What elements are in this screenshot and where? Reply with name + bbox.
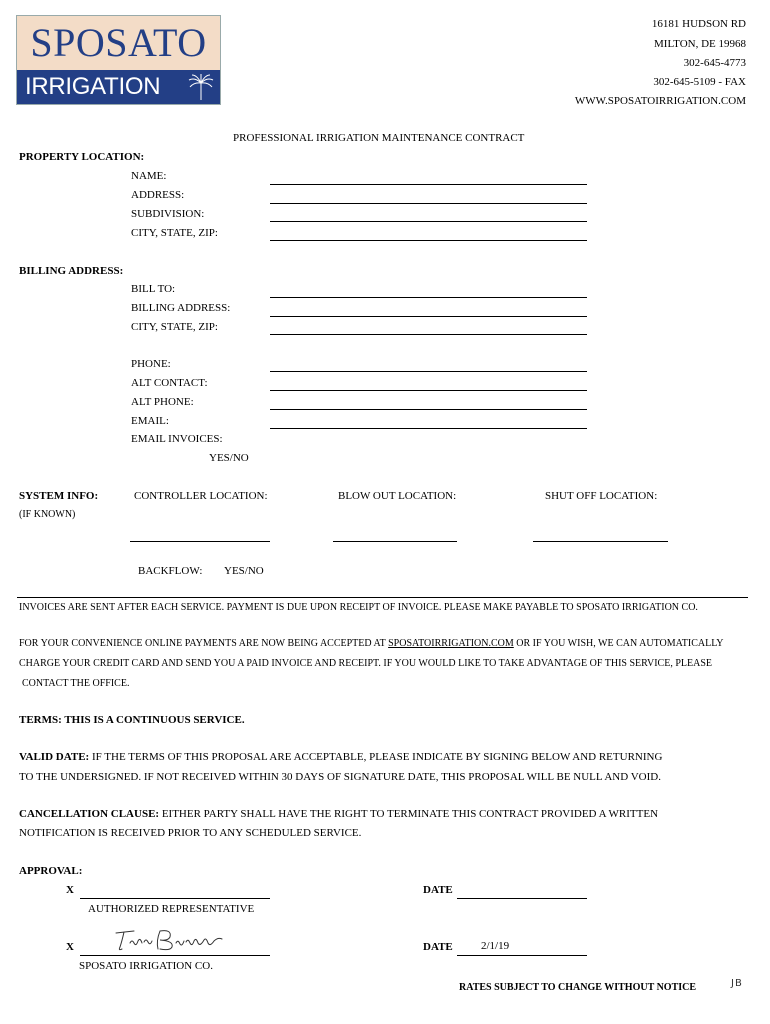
logo-subtitle: IRRIGATION — [25, 73, 161, 100]
palm-tree-icon — [187, 73, 215, 101]
bill-to-field[interactable] — [270, 297, 587, 298]
billing-heading: BILLING ADDRESS: — [19, 265, 124, 277]
online-payment-line1: FOR YOUR CONVENIENCE ONLINE PAYMENTS ARE NOW BEING ACCEPTED AT SPOSATOIRRIGATION.COM OR IF YOU WISH, WE CAN AUTOMATICALLY — [19, 638, 724, 649]
backflow-label: BACKFLOW: — [138, 565, 203, 577]
billing-address-label: BILLING ADDRESS: — [131, 302, 231, 314]
rates-notice: RATES SUBJECT TO CHANGE WITHOUT NOTICE — [459, 982, 697, 993]
company-city: MILTON, DE 19968 — [654, 38, 746, 50]
section-divider — [17, 597, 748, 598]
email-label: EMAIL: — [131, 415, 169, 427]
alt-contact-label: ALT CONTACT: — [131, 377, 208, 389]
terms-statement: TERMS: THIS IS A CONTINUOUS SERVICE. — [19, 714, 245, 726]
online-payment-line3: CONTACT THE OFFICE. — [22, 678, 130, 689]
cancellation-line2: NOTIFICATION IS RECEIVED PRIOR TO ANY SCHEDULED SERVICE. — [19, 827, 362, 839]
email-field[interactable] — [270, 428, 587, 429]
property-csz-label: CITY, STATE, ZIP: — [131, 227, 218, 239]
property-subdivision-label: SUBDIVISION: — [131, 208, 205, 220]
controller-location-field[interactable] — [130, 541, 270, 542]
valid-date-line2: TO THE UNDERSIGNED. IF NOT RECEIVED WITHIN 30 DAYS OF SIGNATURE DATE, THIS PROPOSAL WILL BE NULL AND VOID. — [19, 771, 661, 783]
bill-to-label: BILL TO: — [131, 283, 176, 295]
signature-x-2: X — [66, 941, 74, 953]
approval-heading: APPROVAL: — [19, 865, 83, 877]
valid-date-line1: VALID DATE: IF THE TERMS OF THIS PROPOSAL ARE ACCEPTABLE, PLEASE INDICATE BY SIGNING BELOW AND RETURNING — [19, 751, 663, 763]
company-street: 16181 HUDSON RD — [651, 18, 746, 30]
online-payment-line2: CHARGE YOUR CREDIT CARD AND SEND YOU A PAID INVOICE AND RECEIPT. IF YOU WOULD LIKE TO TAKE ADVANTAGE OF THIS SERVICE, PLEASE — [19, 658, 712, 669]
blowout-location-label: BLOW OUT LOCATION: — [338, 490, 457, 502]
property-name-label: NAME: — [131, 170, 167, 182]
signature-x-1: X — [66, 884, 74, 896]
shutoff-location-label: SHUT OFF LOCATION: — [545, 490, 658, 502]
phone-field[interactable] — [270, 371, 587, 372]
company-logo — [16, 15, 221, 105]
billing-csz-field[interactable] — [270, 334, 587, 335]
company-fax: 302-645-5109 - FAX — [653, 76, 746, 88]
company-date-field[interactable] — [457, 955, 587, 956]
customer-date-field[interactable] — [457, 898, 587, 899]
controller-location-label: CONTROLLER LOCATION: — [134, 490, 268, 502]
if-known-note: (IF KNOWN) — [19, 509, 76, 520]
customer-signature-field[interactable] — [80, 898, 270, 899]
signed-date-value: 2/1/19 — [481, 940, 510, 952]
email-invoices-yes-no[interactable]: YES/NO — [209, 452, 249, 464]
backflow-yes-no[interactable]: YES/NO — [224, 565, 264, 577]
blowout-location-field[interactable] — [333, 541, 457, 542]
phone-label: PHONE: — [131, 358, 171, 370]
cancellation-line1: CANCELLATION CLAUSE: EITHER PARTY SHALL HAVE THE RIGHT TO TERMINATE THIS CONTRACT PROVIDED A WRITTEN — [19, 808, 659, 820]
billing-address-field[interactable] — [270, 316, 587, 317]
date-label-1: DATE — [423, 884, 453, 896]
alt-phone-field[interactable] — [270, 409, 587, 410]
initials-mark: JB — [731, 978, 743, 989]
property-csz-field[interactable] — [270, 240, 587, 241]
billing-csz-label: CITY, STATE, ZIP: — [131, 321, 218, 333]
alt-contact-field[interactable] — [270, 390, 587, 391]
handwritten-signature — [112, 925, 230, 955]
system-heading: SYSTEM INFO: — [19, 490, 99, 502]
shutoff-location-field[interactable] — [533, 541, 668, 542]
property-address-field[interactable] — [270, 203, 587, 204]
property-subdivision-field[interactable] — [270, 221, 587, 222]
invoice-note: INVOICES ARE SENT AFTER EACH SERVICE. PAYMENT IS DUE UPON RECEIPT OF INVOICE. PLEASE MAKE PAYABLE TO SPOSATO IRRIGATION CO. — [19, 602, 698, 613]
property-address-label: ADDRESS: — [131, 189, 185, 201]
property-heading: PROPERTY LOCATION: — [19, 151, 145, 163]
property-name-field[interactable] — [270, 184, 587, 185]
email-invoices-label: EMAIL INVOICES: — [131, 433, 223, 445]
alt-phone-label: ALT PHONE: — [131, 396, 194, 408]
form-title: PROFESSIONAL IRRIGATION MAINTENANCE CONTRACT — [233, 132, 525, 144]
company-website: WWW.SPOSATOIRRIGATION.COM — [574, 95, 746, 107]
company-signature-field[interactable] — [80, 955, 270, 956]
logo-wordmark: SPOSATO — [17, 16, 220, 70]
date-label-2: DATE — [423, 941, 453, 953]
authorized-rep-label: AUTHORIZED REPRESENTATIVE — [88, 903, 255, 915]
company-signer-label: SPOSATO IRRIGATION CO. — [79, 960, 213, 972]
company-phone: 302-645-4773 — [683, 57, 746, 69]
website-link[interactable]: SPOSATOIRRIGATION.COM — [388, 638, 514, 649]
